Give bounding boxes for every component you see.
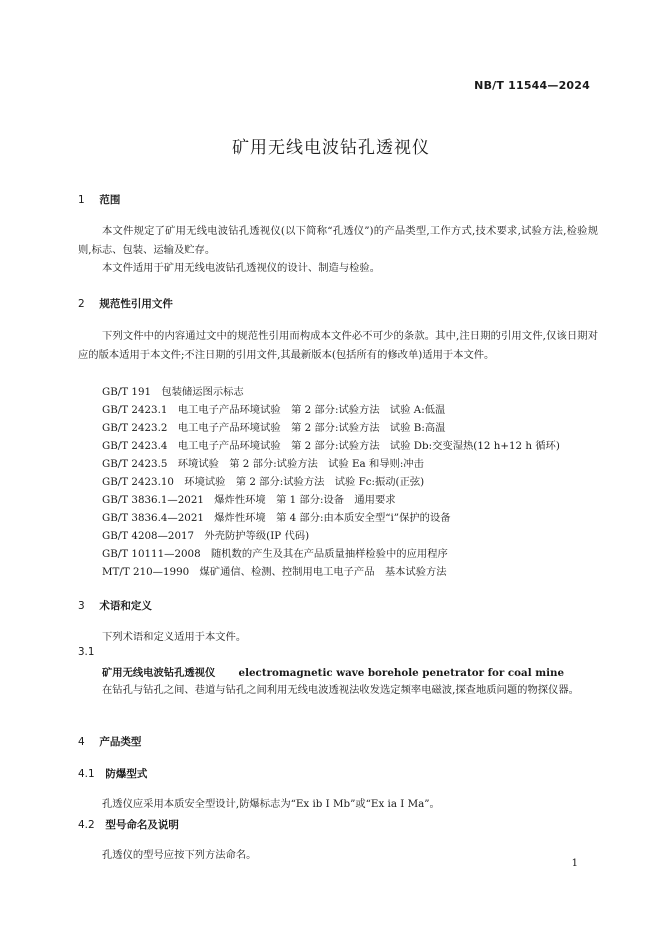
section-4-heading: [78, 734, 141, 749]
section-2-title: 规范性引用文件: [99, 298, 173, 310]
term-entry: [102, 664, 564, 679]
reference-item: GB/T 2423.4 电工电子产品环境试验 第 2 部分:试验方法 试验 Db:交变湿热(12 h+12 h 循环): [102, 440, 560, 452]
section-2-number: 2: [78, 298, 85, 310]
reference-item: GB/T 2423.2 电工电子产品环境试验 第 2 部分:试验方法 试验 B:高温: [102, 422, 446, 434]
reference-item: GB/T 4208—2017 外壳防护等级(IP 代码): [102, 530, 310, 542]
reference-item: GB/T 3836.4—2021 爆炸性环境 第 4 部分:由本质安全型“i”保护的设备: [102, 512, 451, 524]
reference-item: GB/T 2423.10 环境试验 第 2 部分:试验方法 试验 Fc:振动(正弦): [102, 476, 425, 488]
section-4-1-title: 防爆型式: [105, 768, 148, 780]
section-3-title: 术语和定义: [99, 600, 152, 612]
page-number: 1: [571, 858, 578, 869]
section-2-intro: 下列文件中的内容通过文中的规范性引用而构成本文件必不可少的条款。其中,注日期的引用文件,仅该日期对应的版本适用于本文件;不注日期的引用文件,其最新版本(包括所有的修改单)适用于本文件。: [78, 330, 598, 361]
section-1-title: 范围: [99, 194, 121, 206]
section-4-2-heading: [78, 817, 179, 832]
section-1-number: 1: [78, 194, 85, 206]
section-1-heading: [78, 192, 120, 207]
term-chinese: 矿用无线电波钻孔透视仪: [102, 667, 216, 679]
standard-number: NB/T 11544—2024: [474, 79, 590, 92]
section-1-paragraph-2: 本文件适用于矿用无线电波钻孔透视仪的设计、制造与检验。: [102, 262, 381, 274]
section-4-1-number: 4.1: [78, 768, 95, 780]
section-4-1-text: 孔透仪应采用本质安全型设计,防爆标志为“Ex ib I Mb”或“Ex ia I Ma”。: [102, 798, 440, 810]
reference-item: GB/T 10111—2008 随机数的产生及其在产品质量抽样检验中的应用程序: [102, 548, 448, 560]
reference-item: GB/T 2423.5 环境试验 第 2 部分:试验方法 试验 Ea 和导则:冲击: [102, 458, 424, 470]
reference-item: GB/T 2423.1 电工电子产品环境试验 第 2 部分:试验方法 试验 A:低温: [102, 404, 446, 416]
section-1-paragraph-1: 本文件规定了矿用无线电波钻孔透视仪(以下简称“孔透仪”)的产品类型,工作方式,技术要求,试验方法,检验规则,标志、包装、运输及贮存。: [78, 225, 598, 256]
section-4-2-title: 型号命名及说明: [105, 819, 179, 831]
term-number: 3.1: [78, 646, 95, 658]
section-4-title: 产品类型: [99, 736, 142, 748]
reference-item: GB/T 3836.1—2021 爆炸性环境 第 1 部分:设备 通用要求: [102, 494, 396, 506]
reference-item: MT/T 210—1990 煤矿通信、检测、控制用电工电子产品 基本试验方法: [102, 566, 447, 578]
section-4-1-heading: [78, 766, 147, 781]
section-4-number: 4: [78, 736, 85, 748]
term-definition: 在钻孔与钻孔之间、巷道与钻孔之间利用无线电波透视法收发选定频率电磁波,探查地质问题的物探仪器。: [102, 684, 579, 696]
section-4-2-number: 4.2: [78, 819, 95, 831]
section-4-2-text: 孔透仪的型号应按下列方法命名。: [102, 849, 257, 861]
document-title: 矿用无线电波钻孔透视仪: [232, 138, 430, 158]
section-2-heading: [78, 296, 173, 311]
section-3-intro: 下列术语和定义适用于本文件。: [102, 631, 247, 643]
section-3-heading: [78, 598, 152, 613]
section-3-number: 3: [78, 600, 85, 612]
term-english: electromagnetic wave borehole penetrator for coal mine: [238, 667, 565, 679]
reference-item: GB/T 191 包装储运图示标志: [102, 386, 244, 398]
